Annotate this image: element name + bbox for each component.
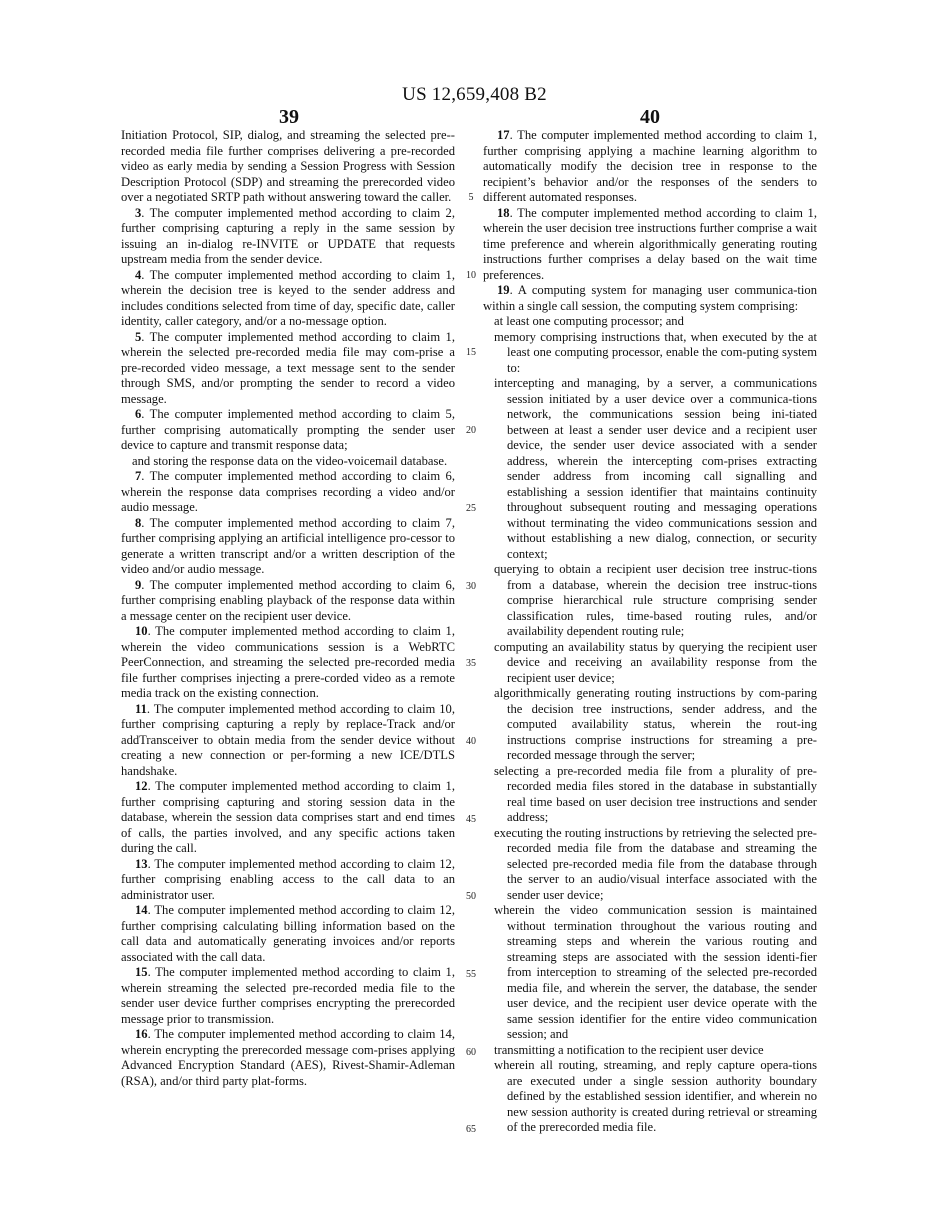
line-number: 50 [466, 891, 476, 903]
claim-clause [483, 376, 817, 562]
claim-paragraph [121, 903, 455, 965]
claim-number: 14 [135, 903, 148, 917]
claim-paragraph [483, 128, 817, 206]
right-column-number: 40 [640, 106, 660, 128]
claim-number: 10 [135, 624, 148, 638]
claim-paragraph [121, 779, 455, 857]
line-number: 5 [468, 192, 474, 203]
claim-number: 12 [135, 779, 148, 793]
claim-text: . The computer implemented method according to claim 10, further comprising capturing a reply by replace-Track and/or addTransceiver to obtain media from the sender device without creating a new connection or per-forming a new ICE/DTLS handshake. [121, 701, 455, 778]
claim-text: . The computer implemented method according to claim 1, wherein the video communications session is a WebRTC PeerConnection, and streaming the selected pre-recorded media file further comprises injecting a prere-corded video as a remote media track on the existing connection. [121, 624, 455, 700]
claim-paragraph [121, 965, 455, 1027]
claim-paragraph [121, 268, 455, 330]
claim-paragraph [121, 407, 455, 454]
patent-number: US 12,659,408 B2 [402, 84, 547, 105]
claim-paragraph [121, 1027, 455, 1089]
claim-paragraph [121, 206, 455, 268]
claim-number: 19 [497, 283, 510, 297]
line-number: 10 [466, 269, 476, 281]
line-number: 55 [466, 969, 476, 980]
claim-number: 18 [497, 205, 510, 220]
line-number: 40 [466, 735, 476, 747]
claim-paragraph [121, 578, 455, 625]
claim-text: . The computer implemented method according to claim 7, further comprising applying an artificial intelligence pro-cessor to generate a written transcript and/or a written description of the video and/or audio message. [121, 515, 455, 576]
claim-text: . The computer implemented method according to claim 12, further comprising calculating billing information based on the call data and automatically generating invoices and/or reports associated with the call data. [121, 903, 455, 964]
claim-clause [121, 454, 455, 470]
claim-number: 8 [135, 515, 142, 530]
line-number: 20 [466, 425, 476, 437]
claim-clause [483, 686, 817, 764]
claim-text: . The computer implemented method according to claim 1, wherein the user decision tree instructions further comprise a wait time preference and wherein algorithmically generating routing instructions further comprises a delay based on the wait time preferences. [483, 205, 817, 282]
claim-number: 16 [135, 1027, 148, 1041]
line-number: 65 [466, 1124, 476, 1136]
line-number: 15 [466, 347, 476, 359]
claim-paragraph [121, 857, 455, 904]
claim-text: . The computer implemented method according to claim 14, wherein encrypting the prerecorded message com-prises applying Advanced Encryption Standard (AES), Rivest-Shamir-Adleman (RSA), and/or third party plat-forms. [121, 1027, 455, 1088]
claim-text: . The computer implemented method according to claim 1, wherein streaming the selected pre-recorded media file to the sender user device further comprises encrypting the prerecorded message prior to transmission. [121, 965, 455, 1026]
claim-text: . The computer implemented method according to claim 6, further comprising enabling playback of the response data within a message center on the recipient user device. [121, 577, 455, 623]
line-number: 35 [466, 658, 476, 670]
claim-paragraph [483, 206, 817, 284]
claim-clause [483, 903, 817, 1043]
line-number: 45 [466, 813, 476, 825]
claim-number: 15 [135, 965, 148, 979]
claim-paragraph [121, 469, 455, 516]
left-column [121, 128, 455, 1089]
claim-clause [483, 764, 817, 826]
claim-text: . A computing system for managing user communica-tion within a single call session, the computing system comprising: [483, 283, 817, 313]
claim-number: 9 [135, 577, 142, 592]
right-column [483, 128, 817, 1136]
claim-paragraph [121, 702, 455, 780]
claim-paragraph [121, 516, 455, 578]
line-number: 25 [466, 502, 476, 514]
line-number: 60 [466, 1046, 476, 1058]
claim-text: . The computer implemented method according to claim 5, further comprising automatically prompting the sender user device to capture and transmit response data; [121, 407, 455, 452]
claim-text: and storing the response data on the video-voicemail database. [132, 453, 448, 468]
claim-clause [483, 1058, 817, 1136]
claim-text: Initiation Protocol, SIP, dialog, and streaming the selected pre-recorded media file further comprises delivering a pre-recorded video as early media by sending a Session Progress with Session Description Protocol (SDP) and streaming the prerecorded video over a negotiated SRTP path without answering toward the caller. [121, 128, 455, 204]
claim-paragraph [483, 283, 817, 314]
claim-number: 17 [497, 128, 510, 142]
line-number: 30 [466, 580, 476, 592]
claim-paragraph [121, 624, 455, 702]
claim-number: 11 [135, 701, 147, 716]
claim-text: memory comprising instructions that, when executed by the at least one computing processor, enable the com-puting system to: [494, 329, 817, 375]
claim-text: . The computer implemented method according to claim 6, wherein the response data comprises recording a video and/or audio message. [121, 469, 455, 514]
left-column-number: 39 [279, 106, 299, 128]
claim-number: 3 [135, 205, 142, 220]
claim-number: 6 [135, 407, 142, 421]
claim-number: 4 [135, 267, 142, 282]
claim-number: 5 [135, 329, 142, 344]
claim-text: wherein the video communication session is maintained without termination throughout the various routing and streaming steps and wherein the various routing and streaming steps are associated with the session identi-fier from interception to streaming of the selected pre-recorded media file, and wherein the server, the database, the sender user device, and the recipient user device operate with the same session identifier for the entire video communication session; and [494, 903, 817, 1041]
claim-text: . The computer implemented method according to claim 1, further comprising applying a machine learning algorithm to automatically modify the decision tree in response to the recipient’s behavior and/or the responses of the senders to different automated responses. [483, 128, 817, 204]
claim-number: 7 [135, 469, 142, 483]
claim-text: intercepting and managing, by a server, a communications session initiated by a user device over a communica-tions network, the communications session being ini-tiated between at least a sender user device and a recipient user device, the sender user device associated with a sender address, wherein the intercepting com-prises extracting sender address from incoming call signalling and establishing a session identifier that maintains continuity throughout subsequent routing and messaging operations without terminating the video communications session and without establishing a new dialog, connection, or security context; [494, 376, 817, 561]
claim-text: transmitting a notification to the recipient user device [494, 1042, 764, 1057]
claim-clause [483, 562, 817, 640]
claim-text: at least one computing processor; and [494, 314, 684, 328]
claim-text: executing the routing instructions by retrieving the selected pre-recorded media file from the database and streaming the selected pre-recorded media file from the database through the server to an audio/visual interface associated with the sender user device; [494, 825, 817, 902]
claim-text: algorithmically generating routing instructions by com-paring the decision tree instructions, sender address, and the computed availability status, wherein the rout-ing instructions comprise instructions for streaming a pre-recorded message through the server; [494, 686, 817, 762]
claim-clause [483, 640, 817, 687]
claim-clause [121, 128, 455, 206]
claim-text: . The computer implemented method according to claim 12, further comprising enabling access to the call data to an administrator user. [121, 856, 455, 902]
claim-clause [483, 1043, 817, 1059]
claim-number: 13 [135, 856, 148, 871]
claim-text: computing an availability status by querying the recipient user device and receiving an availability response from the recipient user device; [494, 639, 817, 685]
claim-paragraph [121, 330, 455, 408]
claim-text: . The computer implemented method according to claim 1, wherein the decision tree is keyed to the sender address and includes conditions selected from time of day, specific date, caller identity, caller category, and/or a no-message option. [121, 267, 455, 328]
claim-clause [483, 826, 817, 904]
claim-clause [483, 314, 817, 330]
claim-text: . The computer implemented method according to claim 1, wherein the selected pre-recorded media file may com-prise a pre-recorded video message, a text message sent to the sender through SMS, and/or prompting the sender to record a video message. [121, 329, 455, 406]
claim-text: . The computer implemented method according to claim 2, further comprising capturing a reply in the same session by issuing an in-dialog re-INVITE or UPDATE that requests upstream media from the sender device. [121, 205, 455, 266]
claim-clause [483, 330, 817, 377]
claim-text: selecting a pre-recorded media file from a plurality of pre-recorded media files stored in the database in substantially real time based on user decision tree instructions and sender address; [494, 763, 817, 824]
claim-text: . The computer implemented method according to claim 1, further comprising capturing and storing session data in the database, wherein the session data comprises start and end times of calls, the parties involved, and any specific actions taken during the call. [121, 779, 455, 855]
claim-text: wherein all routing, streaming, and reply capture opera-tions are executed under a single session authority boundary defined by the established session identifier, and wherein no new session authority is created during retrieval or streaming of the prerecorded media file. [494, 1058, 817, 1134]
claim-text: querying to obtain a recipient user decision tree instruc-tions from a database, wherein the decision tree instruc-tions comprise hierarchical rule structure comprising sender classification rules, time-based routing rules, and/or availability dependent routing rule; [494, 562, 817, 638]
